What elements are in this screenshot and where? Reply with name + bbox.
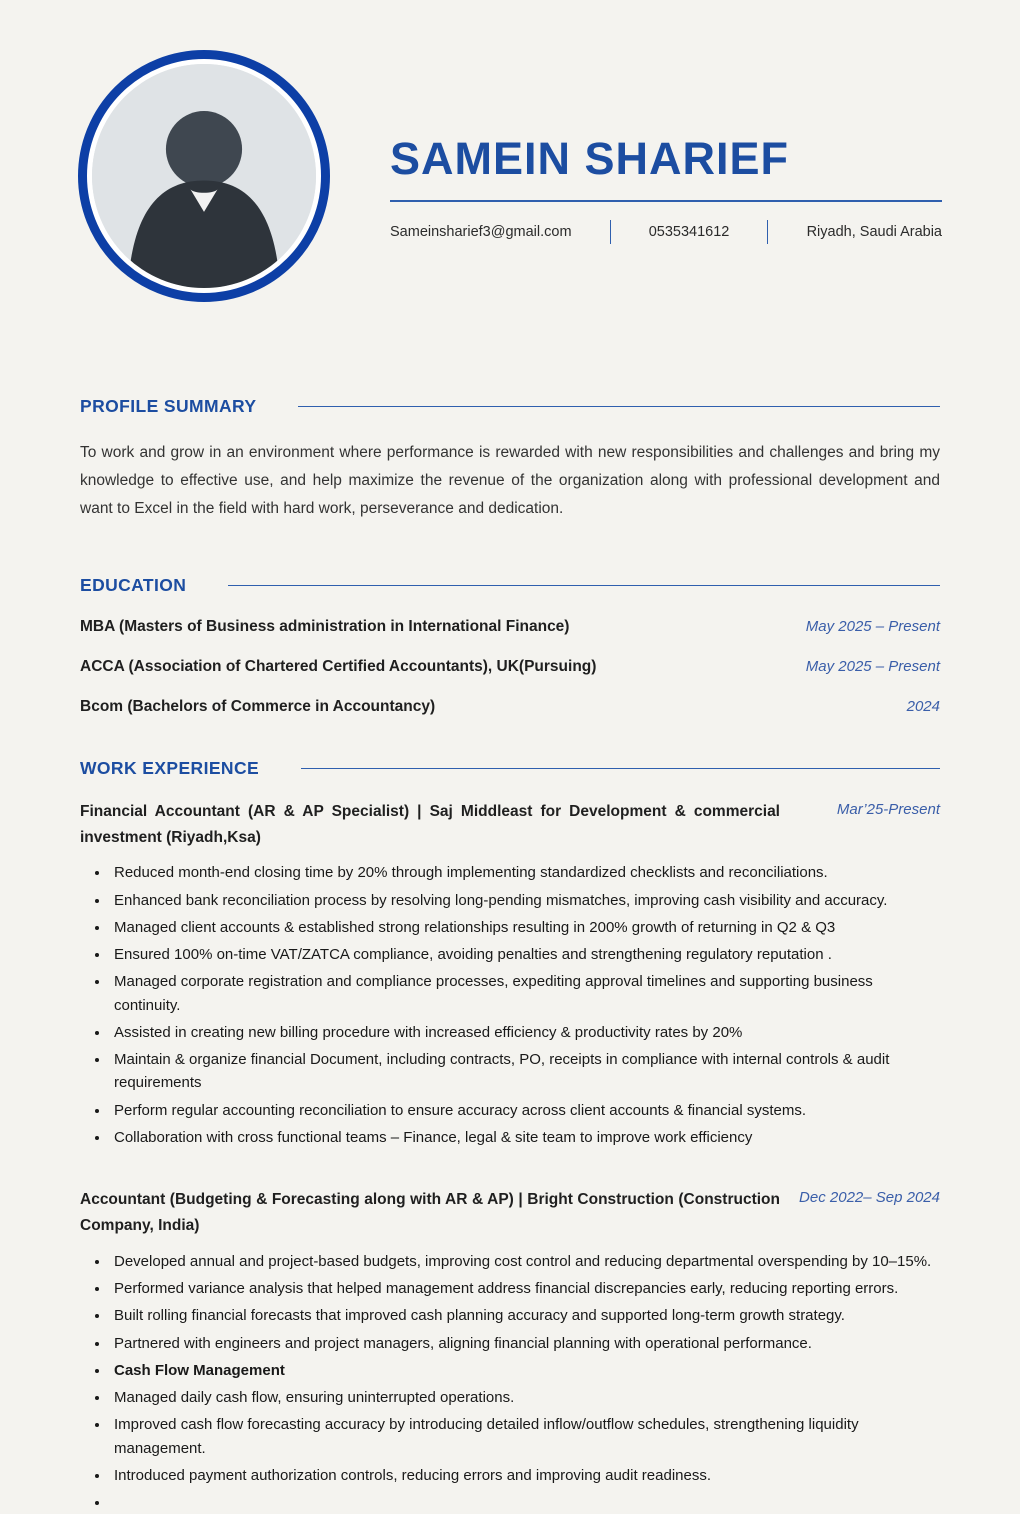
list-item: • Ensured 100% on-time VAT/ZATCA compliance, avoiding penalties and strengthening regulatory reputation . [110, 943, 940, 966]
education-title: Bcom (Bachelors of Commerce in Accountancy) [80, 697, 436, 715]
heading-rule [301, 768, 940, 769]
work-experience-section-heading [80, 758, 940, 779]
job-bullet-list [80, 1250, 940, 1514]
list-item: • Built rolling financial forecasts that improved cash planning accuracy and supported long-term growth strategy. [110, 1304, 940, 1327]
job-date: Dec 2022– Sep 2024 [799, 1189, 940, 1207]
list-item: • Enhanced bank reconciliation process by resolving long-pending mismatches, improving cash visibility and accuracy. [110, 889, 940, 912]
job-entry-1 [80, 799, 940, 1149]
job-header [80, 799, 940, 852]
education-heading-text: EDUCATION [80, 574, 187, 595]
list-item: • Partnered with engineers and project managers, aligning financial planning with operational performance. [110, 1332, 940, 1355]
education-title: MBA (Masters of Business administration in International Finance) [80, 617, 570, 635]
list-item: • Improved cash flow forecasting accuracy by introducing detailed inflow/outflow schedules, strengthening liquidity management. [110, 1413, 940, 1460]
education-date: May 2025 – Present [805, 617, 940, 635]
heading-rule [298, 406, 940, 407]
job-title: Accountant (Budgeting & Forecasting along with AR & AP) | Bright Construction (Construction Company, India) [80, 1191, 780, 1235]
header-right-column [390, 134, 942, 244]
job-date: Mar’25-Present [836, 800, 940, 818]
list-item: • Managed corporate registration and compliance processes, expediting approval timelines and supporting business continuity. [110, 970, 940, 1017]
education-entry [80, 658, 940, 676]
list-item: • Perform regular accounting reconciliation to ensure accuracy across client accounts & financial systems. [110, 1099, 940, 1122]
resume-body [0, 396, 1020, 1514]
contact-divider [610, 220, 611, 244]
name-underline [390, 200, 942, 202]
phone-text: 0535341612 [648, 223, 730, 240]
job-entry-2 [80, 1187, 940, 1514]
work-experience-heading-text: WORK EXPERIENCE [80, 757, 260, 778]
education-section-heading [80, 575, 940, 596]
location-text: Riyadh, Saudi Arabia [806, 223, 942, 240]
list-item: • Assisted in creating new billing procedure with increased efficiency & productivity rates by 20% [110, 1021, 940, 1044]
education-entry [80, 698, 940, 716]
person-silhouette-icon [92, 64, 316, 288]
profile-summary-section-heading [80, 396, 940, 417]
heading-rule [228, 585, 940, 586]
education-entry [80, 618, 940, 636]
list-item: • Performed variance analysis that helped management address financial discrepancies early, reducing reporting errors. [110, 1277, 940, 1300]
profile-summary-text: To work and grow in an environment where performance is rewarded with new responsibilities and challenges and bring my knowledge to effective use, and help maximize the revenue of the organization along with professional development and want to Excel in the field with hard work, perseverance and dedication. [80, 444, 940, 517]
list-item: • Maintain & organize financial Document, including contracts, PO, receipts in compliance with internal controls & audit requirements [110, 1048, 940, 1095]
candidate-name: SAMEIN SHARIEF [390, 133, 790, 184]
list-item-subheading: • Cash Flow Management [110, 1359, 940, 1382]
education-date: May 2025 – Present [805, 657, 940, 675]
list-item: • Managed daily cash flow, ensuring uninterrupted operations. [110, 1386, 940, 1409]
list-item-clipped [110, 1491, 940, 1514]
list-item: • Managed client accounts & established strong relationships resulting in 200% growth of returning in Q2 & Q3 [110, 916, 940, 939]
list-item: • Developed annual and project-based budgets, improving cost control and reducing departmental overspending by 10–15%. [110, 1250, 940, 1273]
list-item: • Collaboration with cross functional teams – Finance, legal & site team to improve work efficiency [110, 1126, 940, 1149]
job-header [80, 1187, 940, 1240]
education-title: ACCA (Association of Chartered Certified Accountants), UK(Pursuing) [80, 657, 597, 675]
job-title: Financial Accountant (AR & AP Specialist) | Saj Middleast for Development & commercial investment (Riyadh,Ksa) [80, 802, 780, 847]
job-bullet-list [80, 861, 940, 1149]
profile-photo [78, 50, 330, 302]
education-date: 2024 [906, 697, 940, 715]
profile-summary-heading-text: PROFILE SUMMARY [80, 396, 257, 416]
contact-divider [767, 220, 768, 244]
email-text: Sameinsharief3@gmail.com [390, 223, 572, 240]
resume-header [0, 0, 1020, 340]
contact-row [390, 220, 942, 244]
list-item: • Reduced month-end closing time by 20% through implementing standardized checklists and reconciliations. [110, 861, 940, 884]
list-item: • Introduced payment authorization controls, reducing errors and improving audit readiness. [110, 1464, 940, 1487]
profile-photo-image [92, 64, 316, 288]
